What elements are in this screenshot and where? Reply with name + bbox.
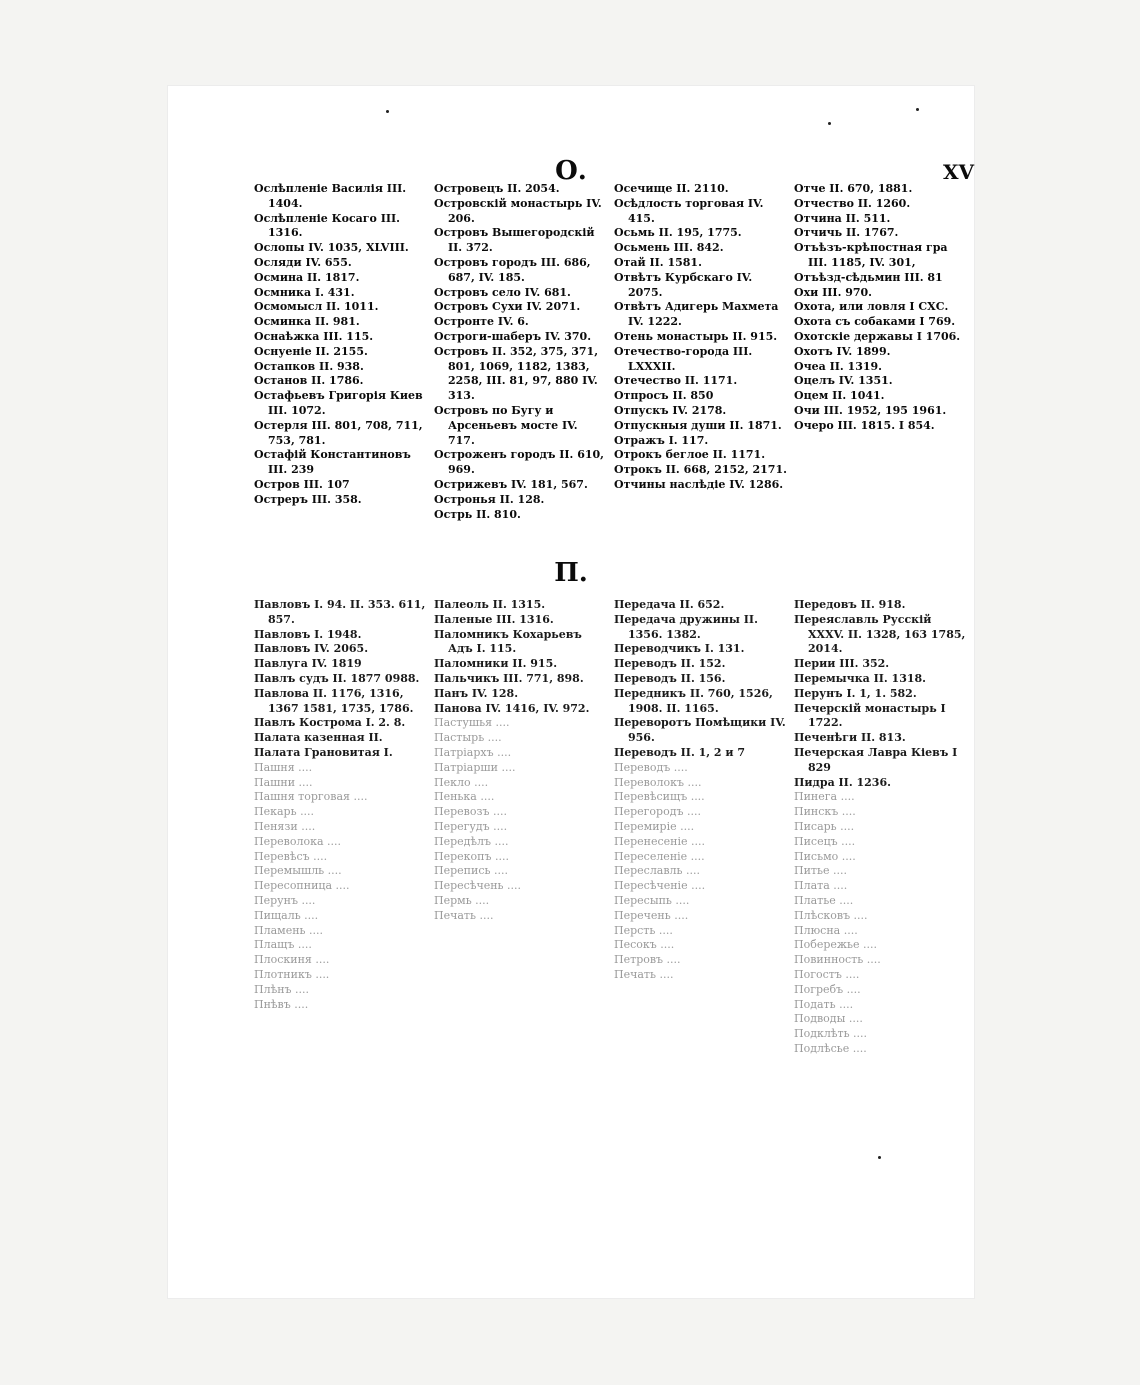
index-entry: Оцелъ IV. 1351. — [794, 374, 893, 388]
index-entry: Переводъ II. 152. — [614, 657, 726, 671]
faded-index-entry: Погостъ .... — [794, 967, 860, 981]
index-entry: Остафій Константиновъ III. 239 — [254, 448, 411, 477]
index-entry: Ослѣпленіе Косаго III. 1316. — [254, 211, 400, 240]
faded-index-entry: Плащъ .... — [254, 938, 312, 952]
index-entry: Паленые III. 1316. — [434, 612, 554, 626]
index-entry: Палата Грановитая I. — [254, 745, 393, 759]
faded-index-entry: Плоскиня .... — [254, 953, 330, 967]
index-entry: Переводъ II. 156. — [614, 671, 726, 685]
index-entry: Осминка II. 981. — [254, 315, 360, 329]
index-entry: Отвѣтъ Адигерь Махмета IV. 1222. — [614, 300, 779, 329]
index-entry: Паломники II. 915. — [434, 657, 558, 671]
faded-index-entry: Пекло .... — [434, 775, 489, 789]
faded-index-entry: Пенька .... — [434, 790, 495, 804]
index-entry: Остронья II. 128. — [434, 492, 545, 506]
index-entry: Передача дружины II. 1356. 1382. — [614, 612, 758, 641]
faded-index-entry: Повинность .... — [794, 953, 881, 967]
faded-index-entry: Перенесеніе .... — [614, 834, 706, 848]
index-entry: Отчество II. 1260. — [794, 196, 911, 210]
index-column-o-2 — [434, 182, 614, 522]
index-column-o-4 — [794, 182, 974, 522]
faded-index-entry: Патріархъ .... — [434, 745, 512, 759]
index-entry: Отче II. 670, 1881. — [794, 182, 913, 195]
index-entry: Отчина II. 511. — [794, 211, 891, 225]
faded-index-entry: Пекарь .... — [254, 805, 315, 819]
index-entry: Печенѣги II. 813. — [794, 731, 906, 745]
index-entry: Остафьевъ Григорія Киев III. 1072. — [254, 389, 423, 417]
index-entry: Переяславль Русскій XXXV. II. 1328, 163 1785, 2014. — [794, 612, 966, 656]
index-entry: Павлова II. 1176, 1316, 1367 1581, 1735, 1786. — [254, 686, 414, 715]
scan-speck — [828, 122, 831, 125]
index-entry: Перунъ I. 1, 1. 582. — [794, 686, 917, 700]
index-entry: Оцем II. 1041. — [794, 389, 885, 403]
faded-index-entry: Пересопница .... — [254, 879, 350, 893]
index-entry: Отъѣзъ-крѣпостная гра III. 1185, IV. 301, — [794, 241, 948, 269]
index-column-p-3 — [614, 598, 794, 1057]
index-entry: Отчины наслѣдіе IV. 1286. — [614, 477, 784, 491]
index-entry: Паломникъ Кохарьевъ Адъ I. 115. — [434, 627, 582, 656]
faded-index-entry: Пересѣчень .... — [434, 879, 522, 893]
index-entry: Пальчикъ III. 771, 898. — [434, 671, 584, 685]
faded-index-entry: Пинега .... — [794, 790, 855, 804]
index-entry: Переводчикъ I. 131. — [614, 642, 745, 656]
faded-index-entry: Пересѣченіе .... — [614, 879, 706, 893]
index-entry: Переворотъ Помѣщики IV. 956. — [614, 716, 786, 745]
index-entry: Отрокъ II. 668, 2152, 2171. — [614, 463, 787, 477]
faded-index-entry: Пищаль .... — [254, 908, 319, 922]
index-entry: Очеро III. 1815. I 854. — [794, 418, 935, 432]
faded-index-entry: Питье .... — [794, 864, 847, 878]
index-entry: Панъ IV. 128. — [434, 686, 519, 700]
index-entry: Перемычка II. 1318. — [794, 671, 927, 685]
scan-speck — [916, 108, 919, 111]
index-entry: Охота, или ловля I СXС. — [794, 300, 949, 314]
faded-index-entry: Песокъ .... — [614, 938, 675, 952]
index-entry: Очеа II. 1319. — [794, 359, 882, 373]
index-entry: Островъ II. 352, 375, 371, 801, 1069, 1182, 1383, 2258, III. 81, 97, 880 IV. 313. — [434, 344, 599, 403]
index-entry: Палеоль II. 1315. — [434, 598, 546, 611]
section-heading-o: О. — [555, 156, 587, 186]
index-entry: Перии III. 352. — [794, 657, 890, 671]
index-entry: Павлуга IV. 1819 — [254, 657, 362, 671]
index-entry: Остапков II. 938. — [254, 359, 364, 373]
faded-index-entry: Передѣлъ .... — [434, 834, 509, 848]
index-entry: Останов II. 1786. — [254, 374, 364, 388]
index-entry: Ослѣпленіе Василія III. 1404. — [254, 182, 407, 210]
faded-index-entry: Пашня .... — [254, 760, 313, 774]
index-entry: Осляди IV. 655. — [254, 255, 352, 269]
faded-index-entry: Перепись .... — [434, 864, 508, 878]
index-entry: Осьмень III. 842. — [614, 241, 724, 255]
faded-index-entry: Персть .... — [614, 923, 673, 937]
faded-index-entry: Пинскъ .... — [794, 805, 856, 819]
index-entry: Павловъ I. 94. II. 353. 611, 857. — [254, 598, 426, 626]
index-entry: Передача II. 652. — [614, 598, 725, 611]
index-entry: Павлъ Кострома I. 2. 8. — [254, 716, 406, 730]
index-entry: Остроги-шаберъ IV. 370. — [434, 329, 592, 343]
index-entry: Охотъ IV. 1899. — [794, 344, 891, 358]
faded-index-entry: Перечень .... — [614, 908, 689, 922]
faded-index-entry: Подать .... — [794, 997, 854, 1011]
index-entry: Осечище II. 2110. — [614, 182, 729, 195]
index-entry: Осмина II. 1817. — [254, 270, 360, 284]
index-entry: Островъ Сухи IV. 2071. — [434, 300, 581, 314]
index-entry: Осьмь II. 195, 1775. — [614, 226, 742, 240]
index-entry: Отрокъ беглое II. 1171. — [614, 448, 766, 462]
index-entry: Павлъ судъ II. 1877 0988. — [254, 671, 420, 685]
scan-speck — [878, 1156, 881, 1159]
scanned-page — [168, 86, 974, 1298]
faded-index-entry: Пастырь .... — [434, 731, 502, 745]
faded-index-entry: Печать .... — [614, 967, 674, 981]
index-entry: Павловъ IV. 2065. — [254, 642, 369, 656]
index-column-p-4 — [794, 598, 974, 1057]
index-entry: Печерская Лавра Кіевъ I 829 — [794, 745, 958, 774]
faded-index-entry: Перунъ .... — [254, 893, 316, 907]
index-entry: Осмника I. 431. — [254, 285, 355, 299]
faded-index-entry: Пашня торговая .... — [254, 790, 368, 804]
index-entry: Палата казенная II. — [254, 731, 383, 745]
index-columns-o — [254, 182, 974, 522]
index-columns-p — [254, 598, 974, 1057]
index-entry: Ослопы IV. 1035, XLVIII. — [254, 241, 409, 255]
faded-index-entry: Пнѣвъ .... — [254, 997, 309, 1011]
faded-index-entry: Перегудъ .... — [434, 819, 508, 833]
faded-index-entry: Переволока .... — [254, 834, 341, 848]
faded-index-entry: Печать .... — [434, 908, 494, 922]
faded-index-entry: Плотникъ .... — [254, 967, 330, 981]
index-entry: Отражъ I. 117. — [614, 433, 709, 447]
faded-index-entry: Письмо .... — [794, 849, 856, 863]
faded-index-entry: Плюсна .... — [794, 923, 858, 937]
faded-index-entry: Переводъ .... — [614, 760, 688, 774]
index-entry: Переводъ II. 1, 2 и 7 — [614, 745, 746, 759]
faded-index-entry: Перемышль .... — [254, 864, 342, 878]
index-entry: Остроженъ городъ II. 610, 969. — [434, 448, 604, 477]
faded-index-entry: Пенязи .... — [254, 819, 316, 833]
faded-index-entry: Подклѣть .... — [794, 1027, 868, 1041]
faded-index-entry: Перевозъ .... — [434, 805, 507, 819]
index-entry: Отвѣтъ Курбскаго IV. 2075. — [614, 270, 753, 299]
index-entry: Остронте IV. 6. — [434, 315, 529, 329]
faded-index-entry: Перекопъ .... — [434, 849, 509, 863]
page-number: XV — [942, 160, 974, 184]
index-entry: Остров III. 107 — [254, 477, 350, 491]
faded-index-entry: Плѣсковъ .... — [794, 908, 868, 922]
faded-index-entry: Перемиріе .... — [614, 819, 695, 833]
index-entry: Оснаѣжка III. 115. — [254, 329, 374, 343]
index-entry: Отчичь II. 1767. — [794, 226, 899, 240]
index-entry: Отечество-города III. LXXXII. — [614, 344, 753, 373]
index-entry: Отай II. 1581. — [614, 255, 702, 269]
index-column-p-2 — [434, 598, 614, 1057]
index-entry: Осмомысл II. 1011. — [254, 300, 379, 314]
faded-index-entry: Писецъ .... — [794, 834, 856, 848]
index-entry: Очи III. 1952, 195 1961. — [794, 403, 947, 417]
index-column-o-3 — [614, 182, 794, 522]
index-entry: Отечество II. 1171. — [614, 374, 738, 388]
index-entry: Оснуеніе II. 2155. — [254, 344, 368, 358]
faded-index-entry: Пламень .... — [254, 923, 324, 937]
faded-index-entry: Переселеніе .... — [614, 849, 705, 863]
index-entry: Островъ городъ III. 686, 687, IV. 185. — [434, 255, 591, 284]
index-entry: Островъ по Бугу и Арсеньевъ мосте IV. 717. — [434, 403, 578, 447]
index-entry: Остерля III. 801, 708, 711, 753, 781. — [254, 418, 423, 447]
faded-index-entry: Петровъ .... — [614, 953, 681, 967]
faded-index-entry: Пересыпь .... — [614, 893, 690, 907]
index-entry: Отень монастырь II. 915. — [614, 329, 778, 343]
index-entry: Печерскій монастырь I 1722. — [794, 701, 946, 730]
faded-index-entry: Перевѣсъ .... — [254, 849, 328, 863]
faded-index-entry: Плата .... — [794, 879, 848, 893]
index-entry: Острижевъ IV. 181, 567. — [434, 477, 588, 491]
faded-index-entry: Пермь .... — [434, 893, 490, 907]
faded-index-entry: Переславль .... — [614, 864, 701, 878]
index-entry: Пидра II. 1236. — [794, 775, 891, 789]
faded-index-entry: Пастушья .... — [434, 716, 510, 730]
scan-speck — [386, 110, 389, 113]
faded-index-entry: Патріарши .... — [434, 760, 516, 774]
faded-index-entry: Подводы .... — [794, 1012, 863, 1026]
faded-index-entry: Перевѣсищъ .... — [614, 790, 705, 804]
index-entry: Отпросъ II. 850 — [614, 389, 714, 403]
index-entry: Острь II. 810. — [434, 507, 521, 521]
index-column-p-1 — [254, 598, 434, 1057]
faded-index-entry: Плѣнъ .... — [254, 982, 310, 996]
index-entry: Островъ село IV. 681. — [434, 285, 571, 299]
index-entry: Панова IV. 1416, IV. 972. — [434, 701, 590, 715]
index-entry: Передникъ II. 760, 1526, 1908. II. 1165. — [614, 686, 773, 715]
faded-index-entry: Перегородъ .... — [614, 805, 701, 819]
index-entry: Передовъ II. 918. — [794, 598, 906, 611]
index-entry: Осѣдлость торговая IV. 415. — [614, 196, 764, 225]
faded-index-entry: Побережье .... — [794, 938, 877, 952]
index-entry: Охи III. 970. — [794, 285, 873, 299]
index-entry: Островскій монастырь IV. 206. — [434, 196, 602, 225]
faded-index-entry: Пашни .... — [254, 775, 313, 789]
index-entry: Отпускъ IV. 2178. — [614, 403, 727, 417]
faded-index-entry: Подлѣсье .... — [794, 1041, 867, 1055]
section-heading-p: П. — [554, 558, 588, 588]
index-entry: Павловъ I. 1948. — [254, 627, 362, 641]
index-entry: Охота съ собаками I 769. — [794, 315, 956, 329]
index-entry: Охотскіе державы I 1706. — [794, 329, 961, 343]
index-column-o-1 — [254, 182, 434, 522]
faded-index-entry: Писарь .... — [794, 819, 855, 833]
index-entry: Островецъ II. 2054. — [434, 182, 560, 195]
index-entry: Островъ Вышегородскій II. 372. — [434, 226, 595, 255]
faded-index-entry: Погребъ .... — [794, 982, 861, 996]
index-entry: Отпускныя души II. 1871. — [614, 418, 782, 432]
faded-index-entry: Платье .... — [794, 893, 854, 907]
faded-index-entry: Переволокъ .... — [614, 775, 702, 789]
index-entry: Отъѣзд-сѣдьмин III. 81 — [794, 270, 943, 284]
index-entry: Остреръ III. 358. — [254, 492, 362, 506]
